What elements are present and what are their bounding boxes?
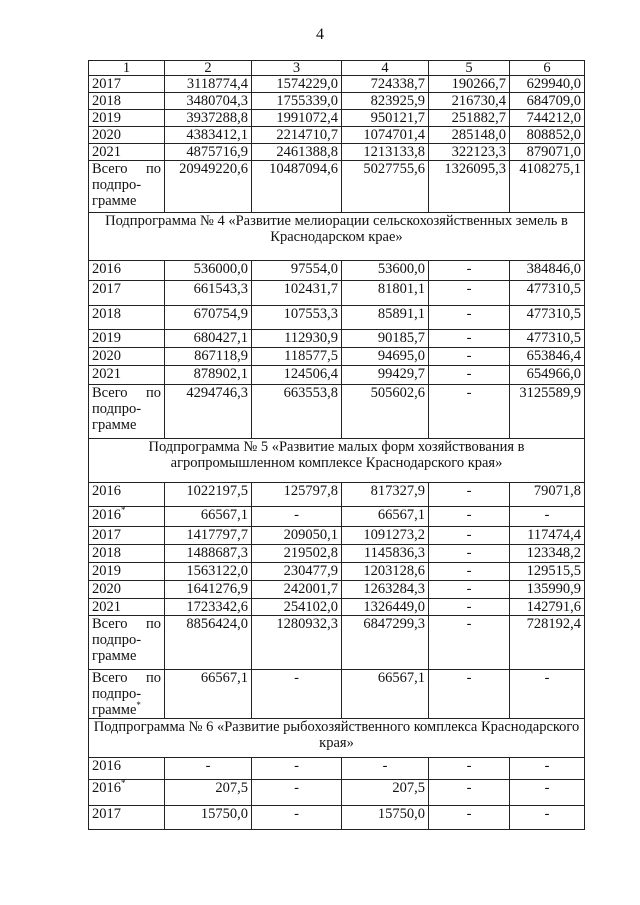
year-cell: 2020 (89, 581, 165, 599)
year-cell: 2020 (89, 127, 165, 144)
value-cell: 663553,8 (252, 385, 342, 439)
value-cell: 950121,7 (342, 110, 429, 127)
value-cell: 680427,1 (165, 330, 252, 348)
value-cell: - (429, 527, 510, 545)
value-cell: 808852,0 (510, 127, 585, 144)
value-cell: 97554,0 (252, 261, 342, 281)
section-title-row (89, 719, 585, 758)
subtotal-label-line: Всего по (92, 616, 161, 632)
year-cell: 2017 (89, 527, 165, 545)
value-cell: - (510, 780, 585, 806)
value-cell: 66567,1 (342, 507, 429, 527)
year-row (89, 110, 585, 127)
value-cell: 254102,0 (252, 599, 342, 616)
value-cell: - (429, 366, 510, 385)
value-cell: 1326449,0 (342, 599, 429, 616)
value-cell: 629940,0 (510, 76, 585, 93)
value-cell: 216730,4 (429, 93, 510, 110)
subtotal-label-line: подпро- (92, 686, 142, 702)
subtotal-row (89, 616, 585, 670)
value-cell: 823925,9 (342, 93, 429, 110)
value-cell: 1213133,8 (342, 144, 429, 161)
value-cell: 219502,8 (252, 545, 342, 563)
value-cell: - (252, 758, 342, 780)
value-cell: 505602,6 (342, 385, 429, 439)
value-cell: - (429, 330, 510, 348)
value-cell: 81801,1 (342, 281, 429, 306)
year-cell: 2017 (89, 281, 165, 306)
value-cell: 107553,3 (252, 306, 342, 330)
year-row (89, 483, 585, 507)
value-cell: - (429, 385, 510, 439)
value-cell: - (252, 670, 342, 719)
year-row (89, 261, 585, 281)
value-cell: 15750,0 (342, 806, 429, 830)
subtotal-row (89, 385, 585, 439)
column-header: 5 (429, 61, 510, 76)
value-cell: 285148,0 (429, 127, 510, 144)
year-row (89, 281, 585, 306)
value-cell: 322123,3 (429, 144, 510, 161)
year-row (89, 507, 585, 527)
value-cell: - (429, 806, 510, 830)
value-cell: 1145836,3 (342, 545, 429, 563)
value-cell: 879071,0 (510, 144, 585, 161)
value-cell: 8856424,0 (165, 616, 252, 670)
value-cell: 654966,0 (510, 366, 585, 385)
value-cell: 3125589,9 (510, 385, 585, 439)
value-cell: 15750,0 (165, 806, 252, 830)
value-cell: 90185,7 (342, 330, 429, 348)
value-cell: - (429, 483, 510, 507)
year-row (89, 93, 585, 110)
value-cell: - (429, 348, 510, 366)
value-cell: 4383412,1 (165, 127, 252, 144)
year-cell: 2018 (89, 306, 165, 330)
subtotal-label (89, 616, 165, 670)
value-cell: 661543,3 (165, 281, 252, 306)
value-cell: 251882,7 (429, 110, 510, 127)
value-cell: 477310,5 (510, 306, 585, 330)
value-cell: 1755339,0 (252, 93, 342, 110)
value-cell: 1723342,6 (165, 599, 252, 616)
year-row (89, 806, 585, 830)
subtotal-row (89, 670, 585, 719)
value-cell: 6847299,3 (342, 616, 429, 670)
year-cell: 2018 (89, 545, 165, 563)
value-cell: 117474,4 (510, 527, 585, 545)
value-cell: 670754,9 (165, 306, 252, 330)
section-title-row (89, 439, 585, 483)
value-cell: 817327,9 (342, 483, 429, 507)
subtotal-label-line: Всего по (92, 161, 161, 177)
year-row (89, 599, 585, 616)
section-title: Подпрограмма № 5 «Развитие малых форм хозяйствования в агропромышленном комплексе Краснодарского края» (89, 439, 585, 483)
value-cell: 1488687,3 (165, 545, 252, 563)
value-cell: 1574229,0 (252, 76, 342, 93)
value-cell: 123348,2 (510, 545, 585, 563)
value-cell: 1074701,4 (342, 127, 429, 144)
value-cell: 118577,5 (252, 348, 342, 366)
column-header: 4 (342, 61, 429, 76)
subtotal-label-line: грамме (92, 193, 137, 209)
year-row (89, 758, 585, 780)
section-title: Подпрограмма № 6 «Развитие рыбохозяйственного комплекса Краснодарского края» (89, 719, 585, 758)
column-header: 6 (510, 61, 585, 76)
subtotal-label-line: подпро- (92, 177, 142, 193)
value-cell: 1022197,5 (165, 483, 252, 507)
value-cell: 94695,0 (342, 348, 429, 366)
value-cell: 112930,9 (252, 330, 342, 348)
value-cell: 66567,1 (165, 670, 252, 719)
value-cell: 3937288,8 (165, 110, 252, 127)
subtotal-label-line: грамме (92, 417, 137, 433)
value-cell: - (429, 616, 510, 670)
value-cell: - (429, 563, 510, 581)
value-cell: 53600,0 (342, 261, 429, 281)
value-cell: 536000,0 (165, 261, 252, 281)
value-cell: - (252, 780, 342, 806)
value-cell: 1203128,6 (342, 563, 429, 581)
value-cell: 477310,5 (510, 281, 585, 306)
value-cell: - (429, 758, 510, 780)
value-cell: 207,5 (342, 780, 429, 806)
value-cell: - (342, 758, 429, 780)
value-cell: 4108275,1 (510, 161, 585, 213)
year-cell: 2021 (89, 366, 165, 385)
value-cell: - (510, 758, 585, 780)
subtotal-label-line: подпро- (92, 632, 142, 648)
year-row (89, 581, 585, 599)
year-cell: 2016 (89, 261, 165, 281)
year-row (89, 545, 585, 563)
subtotal-label-line: грамме (92, 648, 137, 664)
value-cell: 79071,8 (510, 483, 585, 507)
value-cell: 207,5 (165, 780, 252, 806)
subtotal-label-line: Всего по (92, 385, 161, 401)
value-cell: 20949220,6 (165, 161, 252, 213)
subtotal-label-line: грамме* (92, 700, 141, 718)
header-row (89, 61, 585, 76)
value-cell: 242001,7 (252, 581, 342, 599)
year-cell: 2020 (89, 348, 165, 366)
value-cell: - (429, 780, 510, 806)
year-cell: 2021 (89, 599, 165, 616)
value-cell: 867118,9 (165, 348, 252, 366)
value-cell: 124506,4 (252, 366, 342, 385)
section-title: Подпрограмма № 4 «Развитие мелиорации сельскохозяйственных земель в Краснодарском крае» (89, 213, 585, 261)
year-cell: 2021 (89, 144, 165, 161)
year-row (89, 144, 585, 161)
value-cell: 135990,9 (510, 581, 585, 599)
value-cell: 1263284,3 (342, 581, 429, 599)
year-row (89, 348, 585, 366)
value-cell: - (252, 806, 342, 830)
budget-table (88, 60, 585, 830)
value-cell: - (429, 281, 510, 306)
year-cell: 2019 (89, 330, 165, 348)
value-cell: 3480704,3 (165, 93, 252, 110)
year-cell: 2016* (89, 780, 165, 806)
value-cell: 724338,7 (342, 76, 429, 93)
year-cell: 2019 (89, 110, 165, 127)
value-cell: 125797,8 (252, 483, 342, 507)
year-cell: 2016 (89, 483, 165, 507)
value-cell: - (252, 507, 342, 527)
value-cell: 66567,1 (342, 670, 429, 719)
value-cell: 878902,1 (165, 366, 252, 385)
year-row (89, 76, 585, 93)
value-cell: 2461388,8 (252, 144, 342, 161)
value-cell: 190266,7 (429, 76, 510, 93)
value-cell: - (429, 581, 510, 599)
value-cell: 1641276,9 (165, 581, 252, 599)
value-cell: 10487094,6 (252, 161, 342, 213)
year-cell: 2016 (89, 758, 165, 780)
value-cell: 209050,1 (252, 527, 342, 545)
value-cell: - (510, 806, 585, 830)
subtotal-label (89, 385, 165, 439)
value-cell: 5027755,6 (342, 161, 429, 213)
value-cell: 384846,0 (510, 261, 585, 281)
value-cell: 4294746,3 (165, 385, 252, 439)
value-cell: 230477,9 (252, 563, 342, 581)
value-cell: 2214710,7 (252, 127, 342, 144)
value-cell: - (510, 670, 585, 719)
value-cell: - (510, 507, 585, 527)
column-header: 3 (252, 61, 342, 76)
value-cell: 1563122,0 (165, 563, 252, 581)
year-row (89, 366, 585, 385)
value-cell: 102431,7 (252, 281, 342, 306)
value-cell: - (429, 306, 510, 330)
column-header: 2 (165, 61, 252, 76)
value-cell: 4875716,9 (165, 144, 252, 161)
value-cell: 477310,5 (510, 330, 585, 348)
value-cell: - (429, 670, 510, 719)
subtotal-label-line: Всего по (92, 670, 161, 686)
year-row (89, 306, 585, 330)
page-number: 4 (316, 26, 324, 43)
value-cell: 1991072,4 (252, 110, 342, 127)
year-row (89, 563, 585, 581)
subtotal-row (89, 161, 585, 213)
value-cell: 129515,5 (510, 563, 585, 581)
year-cell: 2018 (89, 93, 165, 110)
value-cell: 1091273,2 (342, 527, 429, 545)
value-cell: 744212,0 (510, 110, 585, 127)
year-row (89, 127, 585, 144)
value-cell: - (429, 507, 510, 527)
value-cell: 684709,0 (510, 93, 585, 110)
subtotal-label-line: подпро- (92, 401, 142, 417)
subtotal-label (89, 161, 165, 213)
value-cell: 1326095,3 (429, 161, 510, 213)
value-cell: 99429,7 (342, 366, 429, 385)
value-cell: 85891,1 (342, 306, 429, 330)
value-cell: 1417797,7 (165, 527, 252, 545)
year-cell: 2017 (89, 76, 165, 93)
value-cell: 653846,4 (510, 348, 585, 366)
value-cell: 142791,6 (510, 599, 585, 616)
value-cell: 728192,4 (510, 616, 585, 670)
year-row (89, 330, 585, 348)
value-cell: - (429, 599, 510, 616)
value-cell: - (165, 758, 252, 780)
year-cell: 2016* (89, 507, 165, 527)
year-cell: 2017 (89, 806, 165, 830)
value-cell: - (429, 261, 510, 281)
year-row (89, 780, 585, 806)
year-cell: 2019 (89, 563, 165, 581)
section-title-row (89, 213, 585, 261)
value-cell: - (429, 545, 510, 563)
column-header: 1 (89, 61, 165, 76)
value-cell: 3118774,4 (165, 76, 252, 93)
value-cell: 66567,1 (165, 507, 252, 527)
year-row (89, 527, 585, 545)
subtotal-label (89, 670, 165, 719)
value-cell: 1280932,3 (252, 616, 342, 670)
